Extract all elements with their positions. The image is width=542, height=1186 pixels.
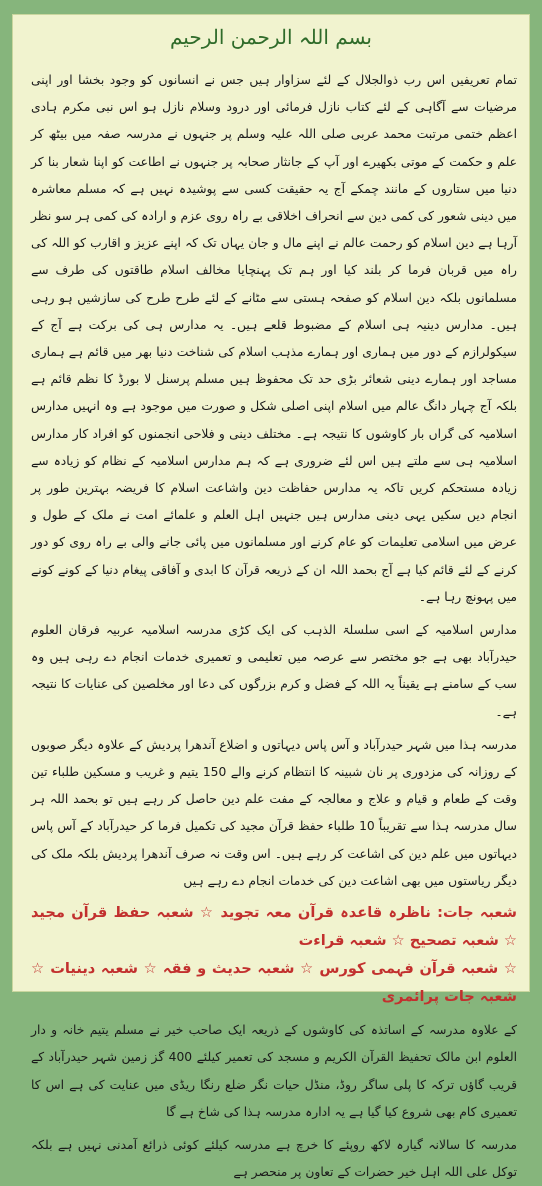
- flyer-body: [31, 67, 517, 1180]
- departments-line-1: شعبہ جات: ناظرہ قاعدہ قرآن معہ تجوید ☆ شعبہ حفظ قرآن مجید ☆ شعبہ تصحیح ☆ شعبہ قراءت: [31, 904, 517, 950]
- departments-line-2: ☆ شعبہ قرآن فہمی کورس ☆ شعبہ حدیث و فقہ ☆ شعبہ دینیات ☆ شعبہ جات پرائمری: [31, 960, 517, 1006]
- bismillah-header: بسم اللہ الرحمن الرحیم: [169, 25, 372, 49]
- orphanage-paragraph: کے علاوہ مدرسہ کے اساتذہ کی کاوشوں کے ذریعہ ایک صاحب خیر نے مسلم یتیم خانہ و دار العلوم ابن مالک تحفیظ القرآن الکریم و مسجد کی تعمیر کیلئے 400 گز زمین شہر حیدرآباد کے قریب گاؤں ترکہ کا پلی ساگر روڈ، منڈل حیات نگر ضلع رنگا ریڈی میں عنایت کی ہے اس کا تعمیری کام بھی شروع کیا گیا ہے یہ ادارہ مدرسہ ہذا کی شاخ ہے گا: [31, 1023, 517, 1119]
- madrasa-paragraph: مدارس اسلامیہ کے اسی سلسلۃ الذہب کی ایک کڑی مدرسہ اسلامیہ عربیہ فرقان العلوم حیدرآباد بھی ہے جو مختصر سے عرصہ میں تعلیمی و تعمیری خدمات انجام دے رہی ہیں وہ سب کے سامنے ہے یقیناً یہ اللہ کے فضل و کرم بزرگوں کی دعا اور مخلصین کی عنایات کا نتیجہ ہے۔: [31, 623, 517, 719]
- flyer-page: [12, 14, 530, 1180]
- expenses-paragraph: مدرسہ کا سالانہ گیارہ لاکھ روپئے کا خرچ ہے مدرسہ کیلئے کوئی ذرائع آمدنی نہیں ہے بلکہ توکل علی اللہ اہل خیر حضرات کے تعاون پر منحصر ہے: [31, 1137, 517, 1180]
- departments-list: [31, 899, 517, 1011]
- intro-paragraph: تمام تعریفیں اس رب ذوالجلال کے لئے سزاوار ہیں جس نے انسانوں کو وجود بخشا اور اپنی مرضیات سے آگاہی کے لئے کتاب نازل فرمائی اور درود وسلام نازل ہو اس نبی مکرم ہادی اعظم ختمی مرتبت محمد عربی صلی اللہ علیہ وسلم پر جنہوں نے مدرسہ صفہ میں بیٹھ کر علم و حکمت کے موتی بکھیرے اور آپ کے جانثار صحابہ پر جنہوں نے اطاعت کو اپنا شعار بنا کر دنیا میں ستاروں کے مانند چمکے آج یہ حقیقت کسی سے پوشیدہ نہیں ہے کہ مسلم معاشرہ میں دینی شعور کی کمی دین سے انحراف اخلاقی بے راہ روی عزم و ارادہ کی کمی ہر سو نظر آرہا ہے دین اسلام کو رحمت عالم نے اپنے مال و جان یہاں تک کہ اپنے عزیز و اقارب کو اللہ کی راہ میں قربان فرما کر بلند کیا اور ہم تک پہنچایا مخالف اسلام طاقتوں کی طرف سے مسلمانوں بلکہ دین اسلام کو صفحہ ہستی سے مٹانے کے لئے طرح طرح کی سازشیں ہو رہی ہیں۔ مدارس دینیہ ہی اسلام کے مضبوط قلعے ہیں۔ یہ مدارس ہی کی برکت ہے آج کے سیکولرازم کے دور میں ہماری اور ہمارے مذہب اسلام کی شناخت دنیا بھر میں قائم ہے ہماری مساجد اور ہمارے دینی شعائر بڑی حد تک محفوظ ہیں مسلم پرسنل لا بورڈ کا نظم قائم ہے بلکہ آج چہار دانگ عالم میں اسلام اپنی اصلی شکل و صورت میں موجود ہے وہ انہیں مدارس اسلامیہ کی گراں بار کاوشوں کا نتیجہ ہے۔ مختلف دینی و فلاحی انجمنوں کو افراد کار مدارس اسلامیہ ہی سے ملتے ہیں اس لئے ضروری ہے کہ ہم مدارس اسلامیہ کے نظام کو زیادہ سے زیادہ مستحکم کریں تاکہ یہ مدارس حفاظت دین واشاعت اسلام کا فریضہ بہترین طور پر انجام دیں سکیں یہی دینی مدارس ہیں جنہیں اہل العلم و علمائے امت نے ملک کے طول و عرض میں اسلامی تعلیمات کو عام کرنے اور مسلمانوں میں پائی جانے والی بے راہ روی کو دور کرنے کے لئے قائم کیا ہے آج بحمد اللہ ان کے ذریعہ قرآن کا ابدی و آفاقی پیغام دنیا کے کونے کونے میں پہونچ رہا ہے۔: [31, 73, 517, 604]
- students-paragraph: مدرسہ ہذا میں شہر حیدرآباد و آس پاس دیہاتوں و اضلاع آندھرا پردیش کے علاوہ دیگر صوبوں کے روزانہ کی مزدوری پر نان شبینہ کا انتظام کرنے والے 150 یتیم و غریب و مسکین طلباء تین وقت کے طعام و قیام و علاج و معالجہ کے مفت علم دین حاصل کر رہے ہیں تو بحمد اللہ ہر سال مدرسہ ہذا سے تقریباً 10 طلباء حفظ قرآن مجید کی تکمیل فرما کر حیدرآباد کے آس پاس دیہاتوں میں علم دین کی اشاعت کر رہے ہیں۔ اس وقت نہ صرف آندھرا پردیش بلکہ ملک کی دیگر ریاستوں میں بھی اشاعت دین کی خدمات انجام دے رہے ہیں: [31, 737, 517, 888]
